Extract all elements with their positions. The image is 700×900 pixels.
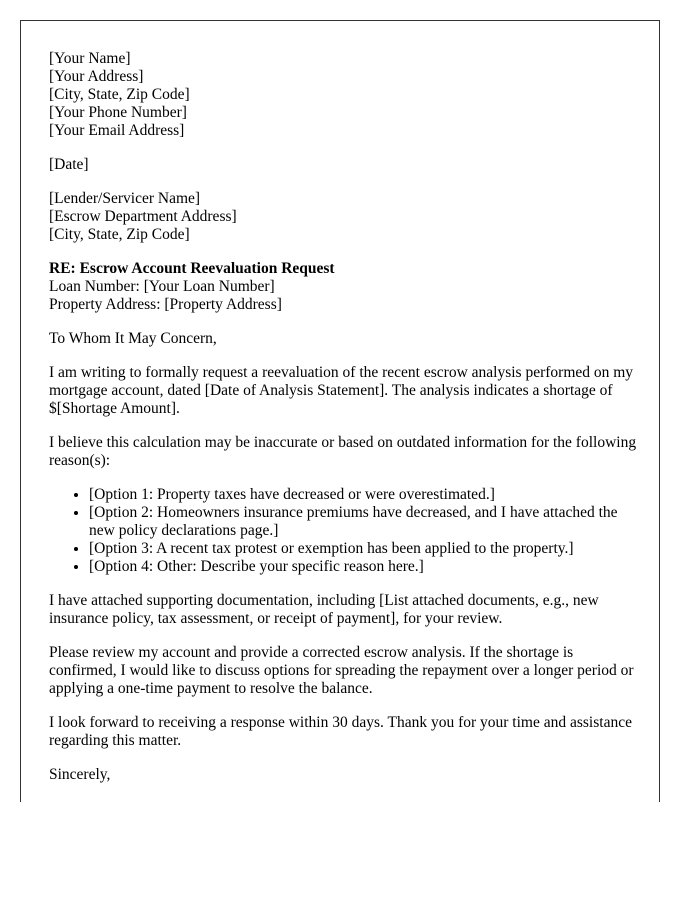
- sender-name: [Your Name]: [49, 50, 131, 67]
- request-paragraph: Please review my account and provide a corrected escrow analysis. If the shortage is confirmed, I would like to discuss options for spreading the repayment over a longer period or applying a one-time payment to resolve the balance.: [49, 644, 634, 697]
- letter-page: [20, 20, 660, 802]
- list-item: • [Option 1: Property taxes have decreased or were overestimated.]: [89, 486, 639, 504]
- sender-address: [Your Address]: [49, 68, 144, 85]
- intro-paragraph: I am writing to formally request a reevaluation of the recent escrow analysis performed on my mortgage account, dated [Date of Analysis Statement]. The analysis indicates a shortage of $[Shortage Amount].: [49, 364, 634, 417]
- recipient-block: [49, 190, 639, 244]
- loan-number: Loan Number: [Your Loan Number]: [49, 278, 275, 295]
- property-address: Property Address: [Property Address]: [49, 296, 282, 313]
- list-item: • [Option 3: A recent tax protest or exemption has been applied to the property.]: [89, 540, 639, 558]
- sender-phone: [Your Phone Number]: [49, 104, 187, 121]
- reasons-list: [49, 486, 639, 576]
- sender-email: [Your Email Address]: [49, 122, 185, 139]
- list-item: • [Option 4: Other: Describe your specific reason here.]: [89, 558, 639, 576]
- sender-block: [49, 50, 639, 140]
- attachments-paragraph: I have attached supporting documentation, including [List attached documents, e.g., new insurance policy, tax assessment, or receipt of payment], for your review.: [49, 592, 599, 627]
- reasons-intro-paragraph: I believe this calculation may be inaccurate or based on outdated information for the following reason(s):: [49, 434, 637, 469]
- letter-date: [Date]: [49, 156, 89, 173]
- subject-title: RE: Escrow Account Reevaluation Request: [49, 260, 335, 277]
- recipient-city-state-zip: [City, State, Zip Code]: [49, 226, 190, 243]
- closing: Sincerely,: [49, 766, 111, 783]
- recipient-department-address: [Escrow Department Address]: [49, 208, 237, 225]
- sender-city-state-zip: [City, State, Zip Code]: [49, 86, 190, 103]
- subject-block: [49, 260, 639, 314]
- list-item: • [Option 2: Homeowners insurance premiums have decreased, and I have attached the new policy declarations page.]: [89, 504, 639, 540]
- letter-body: [49, 50, 639, 800]
- salutation: To Whom It May Concern,: [49, 330, 217, 347]
- closing-note-paragraph: I look forward to receiving a response within 30 days. Thank you for your time and assistance regarding this matter.: [49, 714, 632, 749]
- recipient-name: [Lender/Servicer Name]: [49, 190, 201, 207]
